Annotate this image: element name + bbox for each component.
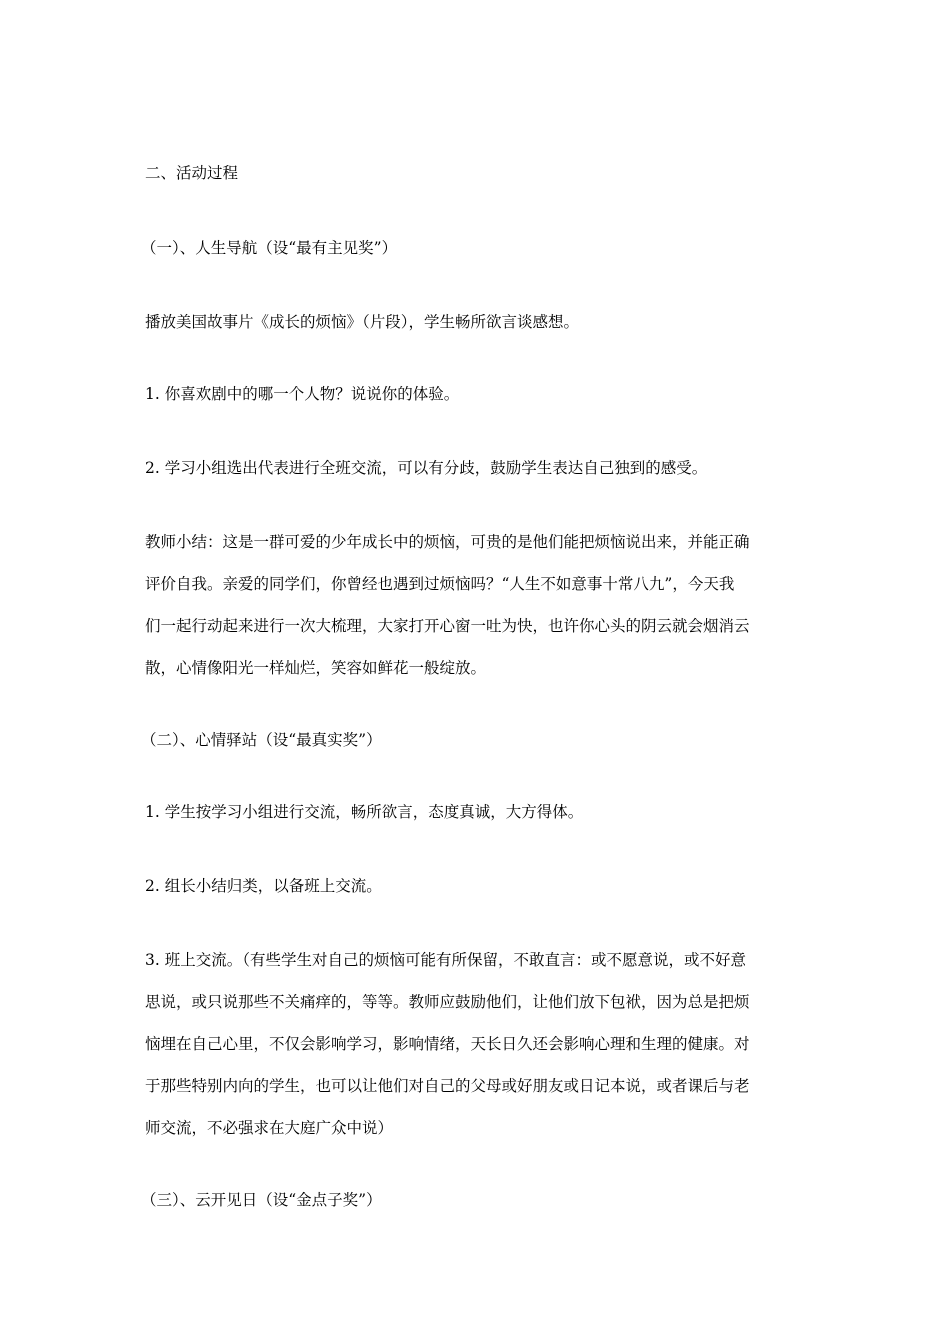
part2-item3-line-5: 师交流，不必强求在大庭广众中说） [145, 1119, 394, 1137]
part2-item3-line-1: 3. 班上交流。（有些学生对自己的烦恼可能有所保留，不敢直言：或不愿意说，或不好意 [145, 951, 746, 969]
part1-summary-line-2: 评价自我。亲爱的同学们，你曾经也遇到过烦恼吗？“人生不如意事十常八九”，今天我 [145, 575, 735, 593]
part1-heading: （一）、人生导航（设“最有主见奖”） [141, 239, 398, 257]
part2-item3-line-2: 思说，或只说那些不关痛痒的，等等。教师应鼓励他们，让他们放下包袱，因为总是把烦 [145, 993, 750, 1011]
section-title: 二、活动过程 [145, 164, 239, 182]
part1-summary-line-3: 们一起行动起来进行一次大梳理，大家打开心窗一吐为快，也许你心头的阴云就会烟消云 [145, 617, 750, 635]
part1-summary-line-4: 散，心情像阳光一样灿烂，笑容如鲜花一般绽放。 [145, 659, 487, 677]
part2-item1: 1. 学生按学习小组进行交流，畅所欲言，态度真诚，大方得体。 [145, 803, 584, 821]
part2-item2: 2. 组长小结归类，以备班上交流。 [145, 877, 382, 895]
part1-summary-line-1: 教师小结：这是一群可爱的少年成长中的烦恼，可贵的是他们能把烦恼说出来，并能正确 [145, 533, 750, 551]
part2-item3-line-3: 恼埋在自己心里，不仅会影响学习，影响情绪，天长日久还会影响心理和生理的健康。对 [145, 1035, 750, 1053]
part2-item3-line-4: 于那些特别内向的学生，也可以让他们对自己的父母或好朋友或日记本说，或者课后与老 [145, 1077, 750, 1095]
part2-heading: （二）、心情驿站（设“最真实奖”） [141, 731, 382, 749]
part1-item1: 1. 你喜欢剧中的哪一个人物？说说你的体验。 [145, 385, 460, 403]
part1-intro: 播放美国故事片《成长的烦恼》（片段），学生畅所欲言谈感想。 [145, 313, 580, 331]
part3-heading: （三）、云开见日（设“金点子奖”） [141, 1191, 382, 1209]
part1-item2: 2. 学习小组选出代表进行全班交流，可以有分歧，鼓励学生表达自己独到的感受。 [145, 459, 708, 477]
